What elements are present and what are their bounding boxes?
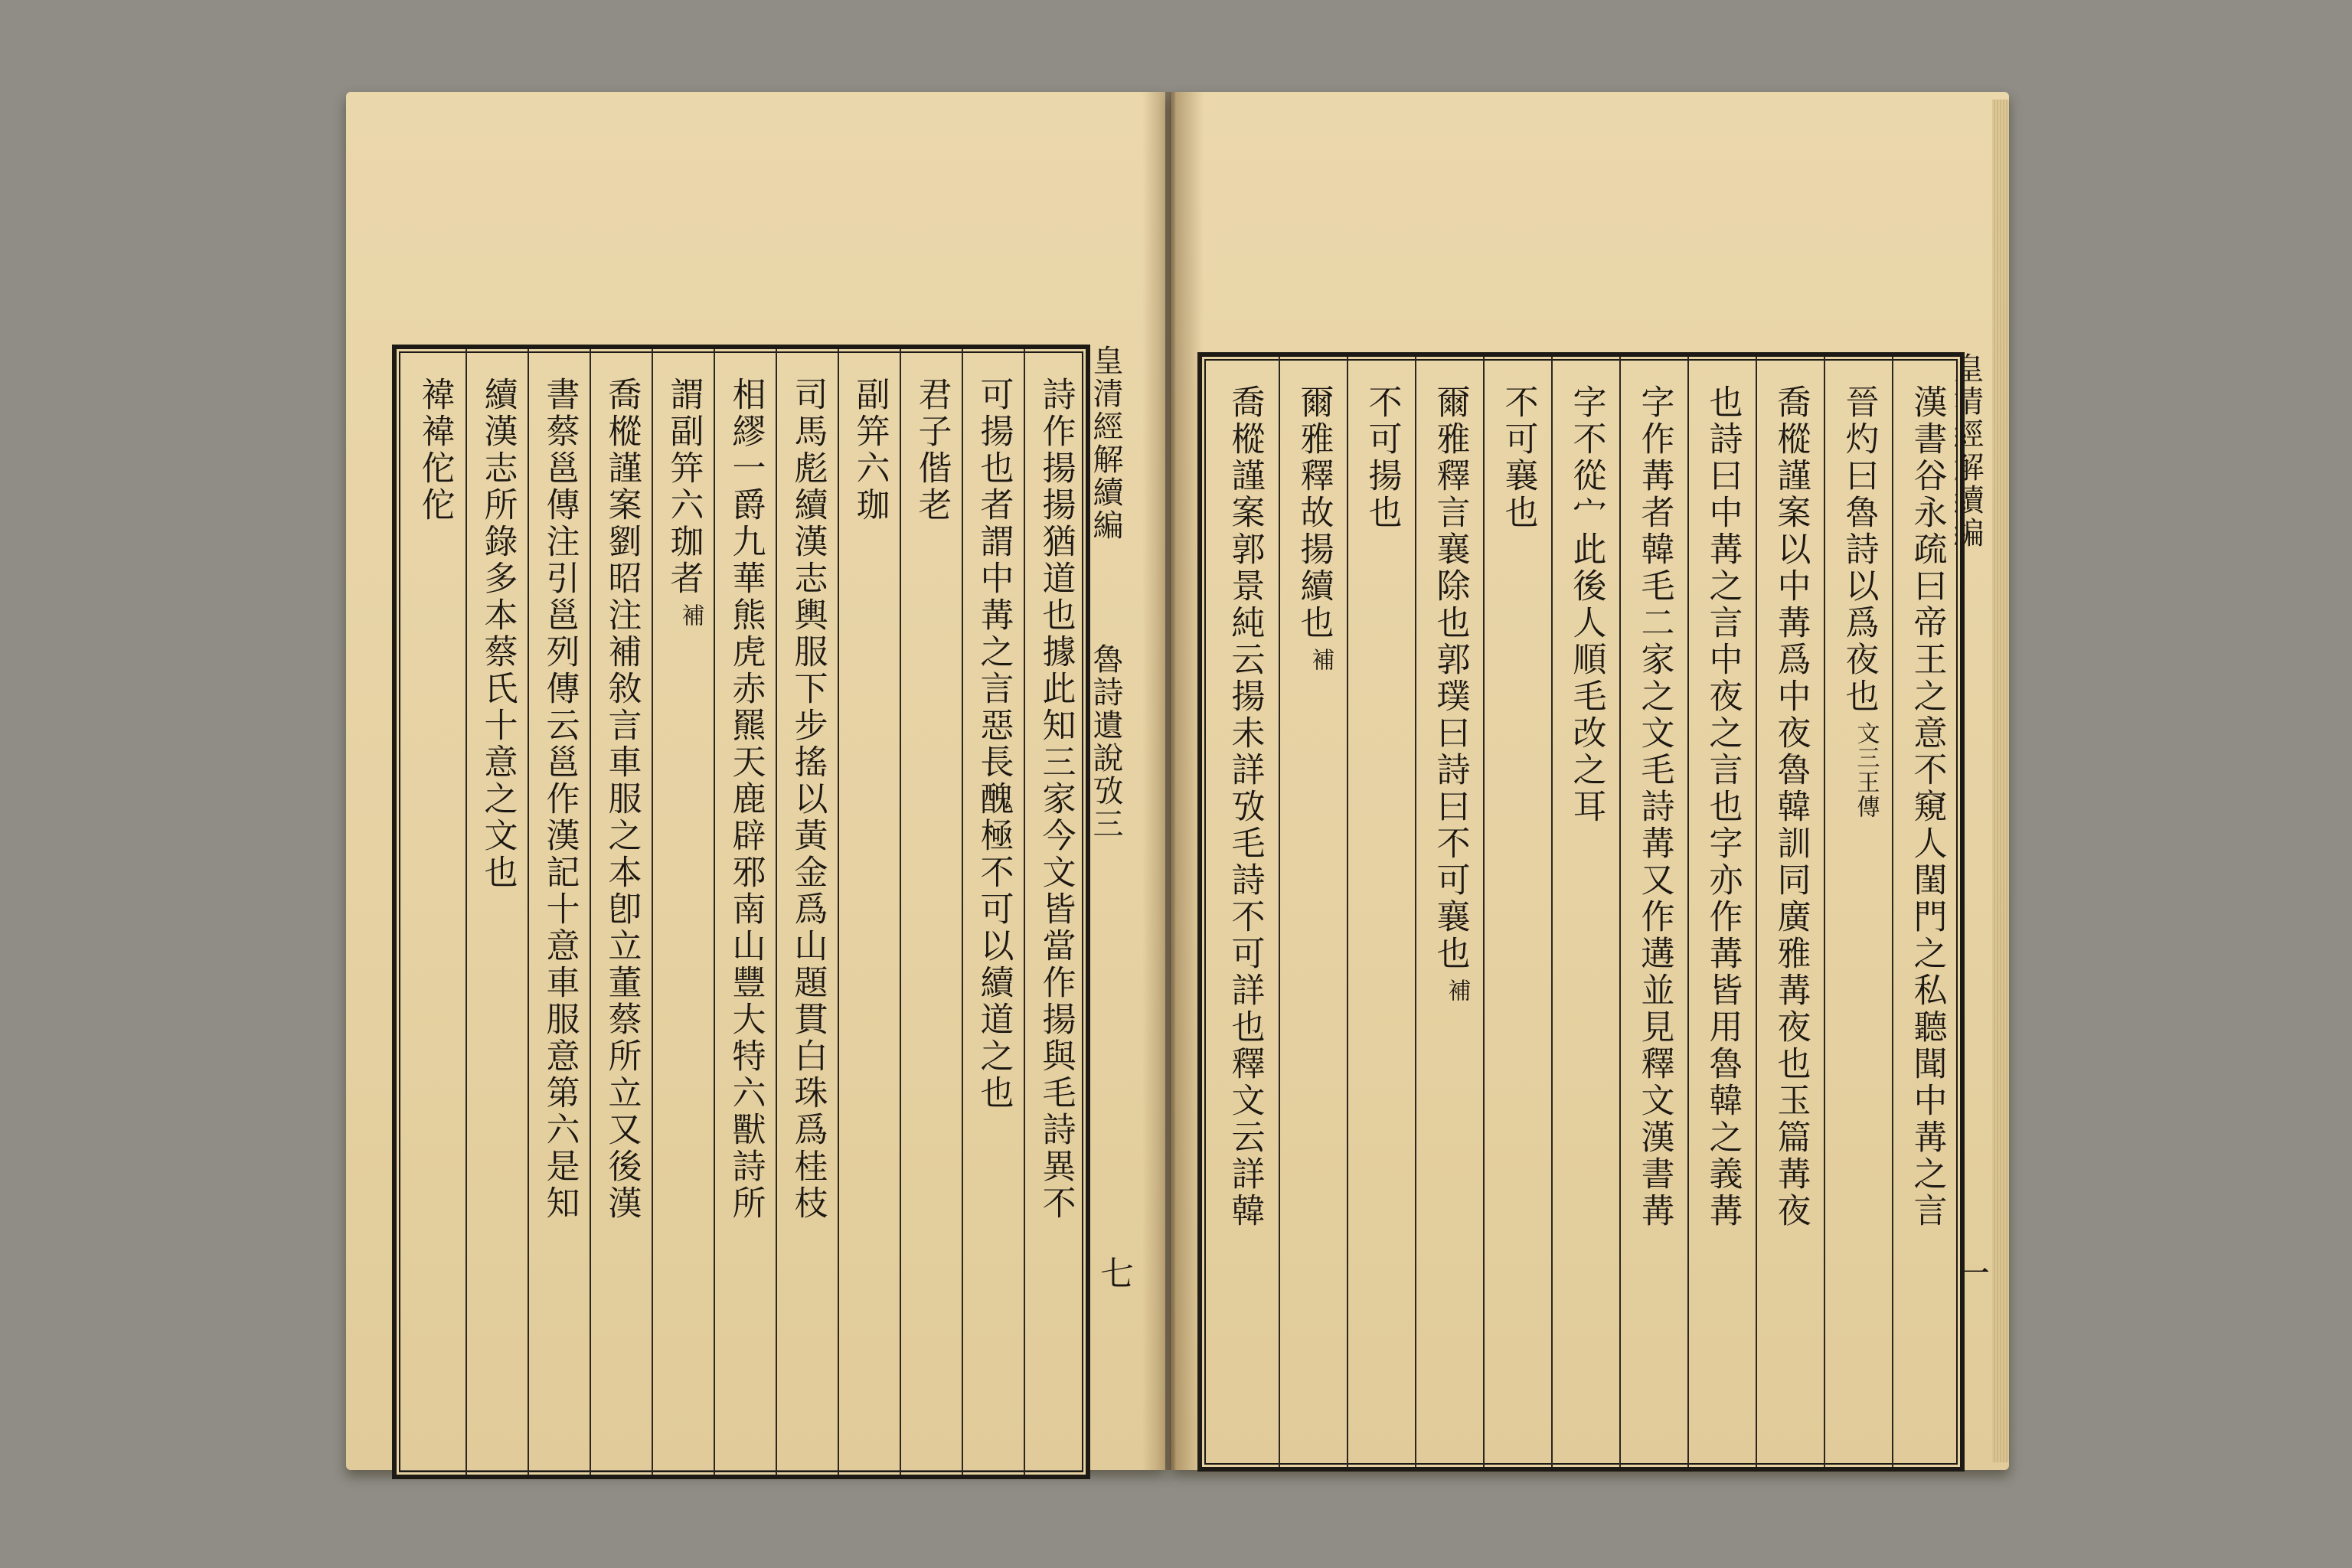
column-annotation: 補 — [1307, 648, 1334, 672]
right-page-number: 一 — [1950, 1256, 1989, 1289]
column-text: 書蔡邕傳注引邕列傳云邕作漢記十意車服意第六是知 — [540, 377, 580, 1222]
column-text: 喬樅謹案以中冓爲中夜魯韓訓同廣雅冓夜也玉篇冓夜 — [1771, 384, 1811, 1230]
text-column — [1619, 357, 1687, 1467]
left-page-number: 七 — [1094, 1256, 1133, 1289]
column-annotation: 補 — [677, 603, 704, 628]
right-page — [1171, 92, 2009, 1470]
page-edges — [1992, 100, 2009, 1462]
right-columns — [1202, 357, 1960, 1467]
text-column — [1347, 357, 1415, 1467]
column-text: 謂副笄六珈者 — [664, 377, 704, 597]
text-column — [528, 349, 590, 1475]
column-text: 司馬彪續漢志輿服下步搖以黃金爲山題貫白珠爲桂枝 — [788, 377, 828, 1222]
text-column — [590, 349, 652, 1475]
left-columns — [397, 349, 1086, 1475]
text-column — [776, 349, 838, 1475]
text-column — [1279, 357, 1347, 1467]
text-column — [1892, 357, 1960, 1467]
column-text: 也詩曰中冓之言中夜之言也字亦作冓皆用魯韓之義冓 — [1703, 384, 1743, 1230]
text-column — [900, 349, 962, 1475]
column-text: 可揚也者謂中冓之言惡長醜極不可以續道之也 — [974, 377, 1014, 1112]
column-text: 君子偕老 — [912, 377, 952, 524]
left-margin-title: 皇清經解續編 — [1088, 345, 1123, 542]
text-column — [403, 349, 466, 1475]
right-text-frame — [1197, 352, 1965, 1472]
column-text: 字作冓者韓毛二家之文毛詩冓又作遘並見釋文漢書冓 — [1635, 384, 1674, 1230]
text-column — [1210, 357, 1279, 1467]
column-text: 相繆一爵九華熊虎赤羆天鹿辟邪南山豐大特六獸詩所 — [726, 377, 766, 1222]
right-margin-title: 皇清經解續編 — [1949, 352, 1984, 550]
column-text: 喬樅謹案郭景純云揚未詳攷毛詩不可詳也釋文云詳韓 — [1225, 384, 1265, 1230]
column-text: 喬樅謹案劉昭注補敘言車服之本卽立董蔡所立又後漢 — [602, 377, 642, 1222]
text-column — [1824, 357, 1892, 1467]
text-column — [714, 349, 776, 1475]
column-text: 晉灼曰魯詩以爲夜也 — [1839, 384, 1879, 715]
column-text: 續漢志所錄多本蔡氏十意之文也 — [478, 377, 518, 891]
column-text: 漢書谷永疏曰帝王之意不窺人閨門之私聽聞中冓之言 — [1907, 384, 1947, 1230]
column-text: 褘褘佗佗 — [415, 377, 455, 524]
column-text: 不可襄也 — [1498, 384, 1538, 531]
left-text-frame — [392, 345, 1090, 1479]
left-page — [346, 92, 1165, 1470]
text-column — [1756, 357, 1824, 1467]
text-column — [838, 349, 900, 1475]
text-column — [1483, 357, 1551, 1467]
text-column — [1024, 349, 1086, 1475]
text-column — [1551, 357, 1619, 1467]
left-margin-subtitle: 魯詩遺說攷三 — [1088, 643, 1123, 841]
column-text: 副笄六珈 — [850, 377, 890, 524]
text-column — [1415, 357, 1483, 1467]
column-text: 爾雅釋故揚續也 — [1294, 384, 1334, 642]
column-annotation: 補 — [1443, 978, 1471, 1003]
column-text: 詩作揚揚猶道也據此知三家今文皆當作揚與毛詩異不 — [1036, 377, 1076, 1222]
column-annotation: 文三王傳 — [1852, 721, 1880, 819]
column-text: 爾雅釋言襄除也郭璞曰詩曰不可襄也 — [1430, 384, 1470, 972]
text-column — [1687, 357, 1756, 1467]
text-column — [466, 349, 528, 1475]
text-column — [652, 349, 714, 1475]
open-book — [346, 92, 2009, 1476]
column-text: 不可揚也 — [1362, 384, 1402, 531]
column-text: 字不從宀此後人順毛改之耳 — [1566, 384, 1606, 825]
text-column — [962, 349, 1024, 1475]
